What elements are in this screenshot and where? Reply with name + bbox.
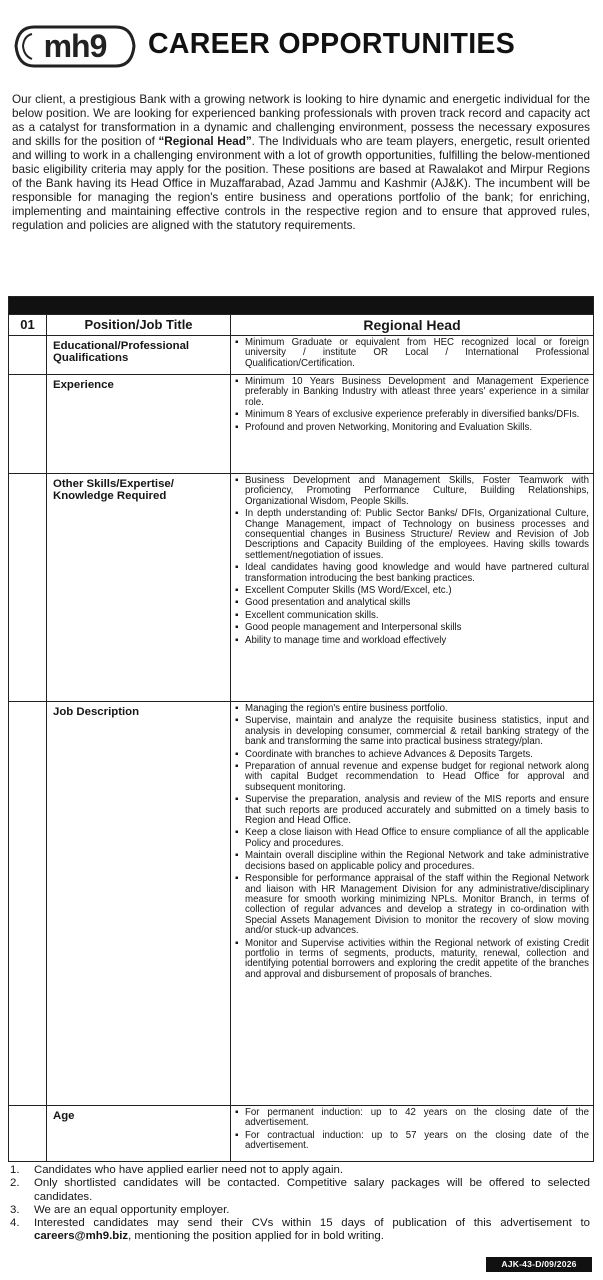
skills-items: [231, 474, 593, 701]
email-link[interactable]: careers@mh9.biz: [34, 1230, 129, 1243]
column-header-position: Position/Job Title: [47, 315, 231, 335]
list-item: ▪ Minimum Graduate or equivalent from HEC recognized local or foreign university / institute OR Local / International Professional Qualification/Certification.: [235, 338, 589, 369]
list-item: ▪ Profound and proven Networking, Monitoring and Evaluation Skills.: [235, 423, 589, 433]
list-item: ▪ Preparation of annual revenue and expense budget for regional network along with capital Budget recommendation to Head Office for approval and subsequent monitoring.: [235, 762, 589, 793]
note-text-before: Interested candidates may send their CVs within 15 days of publication of this advertisement to: [34, 1217, 590, 1230]
note-number: 1.: [10, 1164, 20, 1176]
list-item: ▪ For permanent induction: up to 42 years on the closing date of the advertisement.: [235, 1108, 589, 1129]
table-row-education: [9, 335, 593, 374]
mh9-logo: [12, 22, 138, 70]
list-item: ▪ Monitor and Supervise activities within the Regional network of existing Credit portfolio in terms of segments, products, maturity, renewal, collection and identifying potential borrowers and exploring the credit appetite of the branches and approval and disbursement of proposals of branches.: [235, 939, 589, 981]
note-item: [10, 1164, 590, 1177]
note-item: [10, 1204, 590, 1217]
svg-text:mh9: mh9: [43, 28, 107, 64]
table-header-row: [9, 314, 593, 335]
note-text: Only shortlisted candidates will be contacted. Competitive salary packages will be offered to selected candidates.: [34, 1177, 590, 1203]
reference-code: AJK-43-D/09/2026: [486, 1257, 592, 1272]
list-item: ▪ Business Development and Management Skills, Foster Teamwork with proficiency, Promoting Performance Culture, Building Relationships, Organizational Wisdom, People Skills.: [235, 476, 589, 507]
list-item: ▪ Good presentation and analytical skills: [235, 598, 589, 608]
list-item: ▪ Good people management and Interpersonal skills: [235, 623, 589, 633]
note-item: [10, 1217, 590, 1244]
note-item: [10, 1177, 590, 1204]
note-text: [34, 1217, 590, 1244]
row-label-skills: Other Skills/Expertise/ Knowledge Required: [47, 474, 231, 701]
list-item: ▪ Minimum 8 Years of exclusive experience preferably in diversified banks/DFIs.: [235, 410, 589, 420]
list-item: ▪ Excellent Computer Skills (MS Word/Excel, etc.): [235, 586, 589, 596]
note-number: 3.: [10, 1203, 20, 1216]
table-row-age: [9, 1105, 593, 1161]
mh9-logo-mark: [12, 22, 138, 70]
job-description-items: [231, 702, 593, 1105]
list-item: ▪ Responsible for performance appraisal of the staff within the Regional Network and liaison with HR Management Division for any administrative/disciplinary measure for smooth working minimizing NPLs. Monitor Branch, in terms of collection of regular advances and develop a strategy in co-ordination with Special Assets Management Division to monitor the recovery of slow moving and/or stuck-up advances.: [235, 874, 589, 936]
list-item: ▪ Supervise the preparation, analysis and review of the MIS reports and ensure that such reports are produced accurately and submitted on a timely basis to Region and Head Office.: [235, 795, 589, 826]
job-table: [8, 296, 594, 1162]
list-item: ▪ Keep a close liaison with Head Office to ensure compliance of all the applicable Policy and procedures.: [235, 828, 589, 849]
list-item: ▪ Minimum 10 Years Business Development and Management Experience preferably in Banking Industry with atleast three years' experience in a similar role.: [235, 377, 589, 408]
position-number: 01: [9, 315, 47, 335]
row-label-education: Educational/Professional Qualifications: [47, 336, 231, 374]
table-row-skills: [9, 473, 593, 701]
table-row-job-description: [9, 701, 593, 1105]
page-title: CAREER OPPORTUNITIES: [148, 28, 516, 60]
age-items: [231, 1106, 593, 1161]
list-item: ▪ Managing the region's entire business portfolio.: [235, 704, 589, 714]
intro-text-part2: . The Individuals who are team players, energetic, result oriented and willing to work in a challenging environment with a lot of growth opportunities, fulfilling the below-mentioned basic eligibility criteria may apply for the position. These positions are based at Rawalakot and Mirpur Regions of the Bank having its Head Office in Muzaffarabad, Azad Jammu and Kashmir (AJ&K). The incumbent will be responsible for managing the region's entire business and operations portfolio of the bank; for enriching, implementing and maintaining effective controls in the respective region and to ensure that approved rules, regulation and policies are aligned with the statutory requirements.: [12, 135, 590, 233]
list-item: ▪ Ideal candidates having good knowledge and would have partnered cultural transformation introducing the best banking practices.: [235, 563, 589, 584]
intro-text-part1: Our client, a prestigious Bank with a growing network is looking to hire dynamic and energetic individual for the below position. We are looking for experienced banking professionals with proven track record and capacity act as a catalyst for transformation in a dynamic and challenging environment, possess the necessary exposures and skills for the position of: [12, 93, 590, 149]
education-items: [231, 336, 593, 374]
list-item: ▪ For contractual induction: up to 57 years on the closing date of the advertisement.: [235, 1131, 589, 1152]
note-number: 2.: [10, 1177, 20, 1190]
row-label-age: Age: [47, 1106, 231, 1161]
list-item: ▪ Coordinate with branches to achieve Advances & Deposits Targets.: [235, 750, 589, 760]
row-label-experience: Experience: [47, 375, 231, 473]
row-label-job-description: Job Description: [47, 702, 231, 1105]
list-item: ▪ Excellent communication skills.: [235, 611, 589, 621]
intro-position-highlight: “Regional Head”: [158, 135, 252, 149]
note-text-after: , mentioning the position applied for in bold writing.: [128, 1230, 384, 1243]
table-row-experience: [9, 374, 593, 473]
intro-paragraph: [12, 93, 590, 233]
list-item: ▪ Ability to manage time and workload effectively: [235, 636, 589, 646]
note-text: We are an equal opportunity employer.: [34, 1203, 230, 1216]
experience-items: [231, 375, 593, 473]
list-item: ▪ Supervise, maintain and analyze the requisite business statistics, input and analysis in developing consumer, commercial & retail banking strategy of the bank and transforming the same into practical business strategy/plan.: [235, 716, 589, 747]
table-top-bar: [9, 297, 593, 314]
position-name: Regional Head: [363, 317, 461, 333]
list-item: ▪ In depth understanding of: Public Sector Banks/ DFIs, Organizational Culture, Change Management, impact of Technology on business processes and consequential changes in Business Structure/ Review and Revision of Job Descriptions and Capacity Building of the employees. Having skills towards settlement/negotiation of issues.: [235, 509, 589, 561]
list-item: ▪ Maintain overall discipline within the Regional Network and take administrative decisions based on applicable policy and procedures.: [235, 851, 589, 872]
notes-list: [10, 1164, 590, 1244]
note-number: 4.: [10, 1217, 20, 1230]
header: [6, 20, 600, 72]
note-text: Candidates who have applied earlier need not to apply again.: [34, 1164, 344, 1176]
